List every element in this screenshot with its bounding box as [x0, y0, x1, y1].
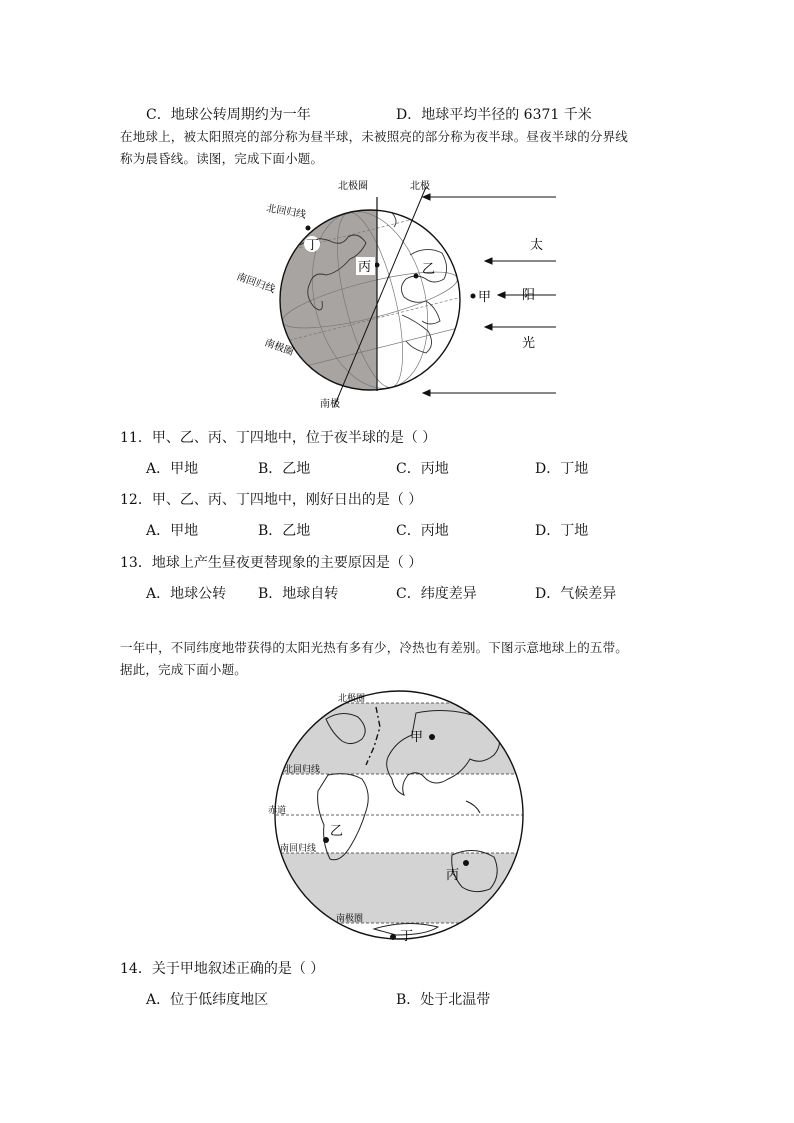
q12-option-c: C．丙地 [396, 523, 449, 539]
label-arctic-circle: 北极圈 [338, 181, 368, 192]
day-night-globe-figure [230, 175, 570, 413]
q11-option-b: B．乙地 [258, 461, 311, 477]
label-tropic-cancer: 北回归线 [265, 203, 307, 221]
label-yi: 乙 [422, 262, 436, 277]
question-12-stem: 12．甲、乙、丙、丁四地中，刚好日出的是（ ） [120, 492, 423, 508]
label-bing-2: 丙 [446, 868, 460, 883]
south-temperate-zone [266, 853, 532, 923]
label-arctic-circle-2: 北极圈 [338, 694, 366, 704]
q12-option-b: B．乙地 [258, 523, 311, 539]
label-ding: 丁 [306, 238, 320, 253]
point-ding-2 [390, 934, 396, 940]
label-antarctic-circle-2: 南极圈 [336, 914, 364, 924]
passage-2-line-2: 据此，完成下面小题。 [120, 662, 248, 677]
q13-option-a: A．地球公转 [146, 586, 227, 602]
question-14-stem: 14．关于甲地叙述正确的是（ ） [120, 961, 325, 977]
label-north-pole: 北极 [410, 181, 430, 192]
passage-1 [120, 126, 660, 170]
label-tropic-cancer-2: 北回归线 [284, 765, 321, 775]
label-antarctic-circle: 南极圈 [262, 337, 295, 359]
label-equator: 赤道 [268, 806, 287, 816]
point-yi [414, 274, 419, 279]
five-zones-globe-figure [266, 683, 532, 943]
passage-2-line-1: 一年中，不同纬度地带获得的太阳光热有多有少，冷热也有差别。下图示意地球上的五带。 [120, 640, 629, 655]
q14-option-a: A．位于低纬度地区 [146, 992, 269, 1008]
label-jia: 甲 [478, 290, 492, 305]
q13-option-b: B．地球自转 [258, 586, 339, 602]
label-tropic-capricorn: 南回归线 [234, 271, 277, 296]
q13-option-c: C．纬度差异 [396, 586, 477, 602]
north-temperate-zone [266, 703, 532, 774]
question-11-stem: 11．甲、乙、丙、丁四地中，位于夜半球的是（ ） [120, 430, 437, 446]
option-d-top: D．地球平均半径的 6371 千米 [396, 107, 592, 123]
point-jia [471, 294, 476, 299]
sun-char-3: 光 [522, 336, 536, 351]
label-south-pole: 南极 [320, 399, 340, 410]
point-ding [306, 226, 311, 231]
q11-option-d: D．丁地 [535, 461, 589, 477]
q11-option-a: A．甲地 [146, 461, 199, 477]
label-yi-2: 乙 [330, 824, 344, 839]
label-jia-2: 甲 [410, 730, 424, 745]
passage-1-line-2: 称为晨昏线。读图，完成下面小题。 [120, 151, 324, 166]
passage-1-line-1: 在地球上，被太阳照亮的部分称为昼半球，未被照亮的部分称为夜半球。昼夜半球的分界线 [120, 129, 629, 144]
point-jia-2 [429, 734, 435, 740]
sun-char-2: 阳 [522, 288, 536, 303]
label-bing: 丙 [358, 260, 372, 275]
passage-2 [120, 637, 660, 681]
point-bing-2 [463, 860, 469, 866]
point-bing [375, 263, 380, 268]
label-ding-2: 丁 [400, 929, 414, 943]
q12-option-d: D．丁地 [535, 523, 589, 539]
q13-option-d: D．气候差异 [535, 586, 617, 602]
point-yi-2 [323, 837, 329, 843]
question-13-stem: 13．地球上产生昼夜更替现象的主要原因是（ ） [120, 555, 423, 571]
q14-option-b: B．处于北温带 [396, 992, 491, 1008]
label-tropic-capricorn-2: 南回归线 [280, 844, 317, 854]
option-c-top: C．地球公转周期约为一年 [146, 107, 311, 123]
q12-option-a: A．甲地 [146, 523, 199, 539]
q11-option-c: C．丙地 [396, 461, 449, 477]
sun-char-1: 太 [530, 238, 544, 253]
